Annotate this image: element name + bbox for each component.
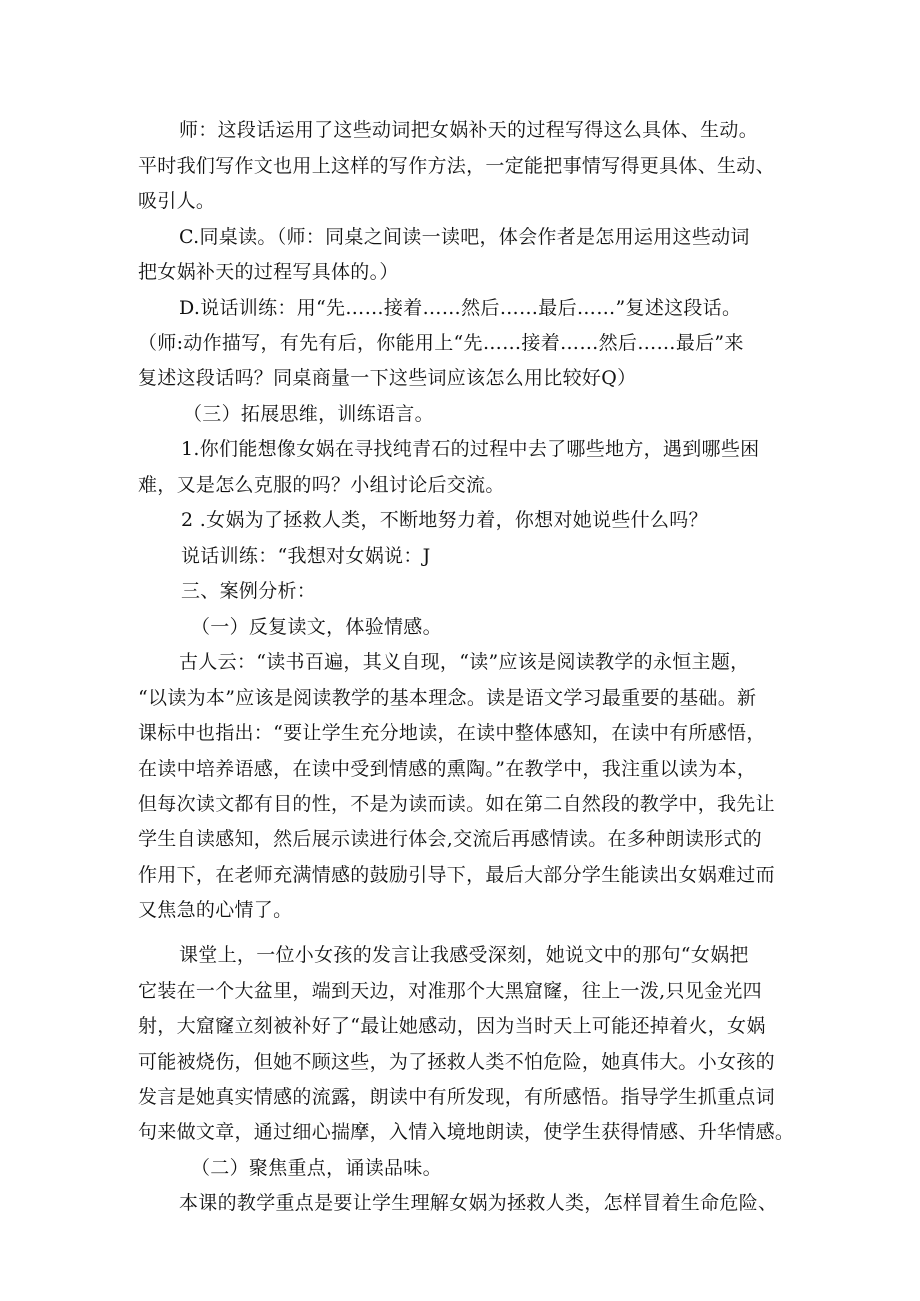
text-line: 但每次读文都有目的性，不是为读而读。如在第二自然段的教学中，我先让 <box>138 793 775 815</box>
text-line: 吸引人。 <box>138 190 216 212</box>
section-heading: （二）聚焦重点，诵读品味。 <box>191 1157 442 1179</box>
section-heading: （三）拓展思维，训练语言。 <box>183 403 434 425</box>
text-line: 本课的教学重点是要让学生理解女娲为拯救人类，怎样冒着生命危险、 <box>179 1192 778 1214</box>
list-item: 1.你们能想像女娲在寻找纯青石的过程中去了哪些地方，遇到哪些困 <box>181 438 760 460</box>
text-line: 师：这段话运用了这些动词把女娲补天的过程写得这么具体、生动。 <box>179 119 759 141</box>
list-item: D.说话训练：用“先……接着……然后……最后……”复述这段话。 <box>179 297 742 319</box>
text-line: 可能被烧伤，但她不顾这些，为了拯救人类不怕危险，她真伟大。小女孩的 <box>138 1051 775 1073</box>
text-line: 学生自读感知，然后展示读进行体会,交流后再感情读。在多种朗读形式的 <box>138 828 762 850</box>
list-item: C.同桌读。（师：同桌之间读一读吧，体会作者是怎用运用这些动词 <box>179 226 750 248</box>
list-item: 2 .女娲为了拯救人类，不断地努力着，你想对她说些什么吗？ <box>181 509 708 531</box>
text-line: 说话训练：“我想对女娲说：J <box>181 545 431 567</box>
text-line: 又焦急的心情了。 <box>138 899 293 921</box>
text-line: 课标中也指出：“要让学生充分地读，在读中整体感知，在读中有所感悟， <box>138 722 766 744</box>
text-line: 复述这段话吗？同桌商量一下这些词应该怎么用比较好Q） <box>138 367 637 389</box>
text-line: “以读为本”应该是阅读教学的基本理念。读是语文学习最重要的基础。新 <box>138 687 757 709</box>
text-line: 在读中培养语感，在读中受到情感的熏陶。”在教学中，我注重以读为本， <box>138 758 757 780</box>
section-heading: 三、案例分析： <box>181 580 317 602</box>
text-line: 句来做文章，通过细心揣摩，入情入境地朗读，使学生获得情感、升华情感。 <box>138 1121 795 1143</box>
text-line: 平时我们写作文也用上这样的写作方法，一定能把事情写得更具体、生动、 <box>138 155 775 177</box>
text-line: 它装在一个大盆里，端到天边，对准那个大黑窟窿，往上一泼,只见金光四 <box>138 980 762 1002</box>
text-line: 把女娲补天的过程写具体的。） <box>138 261 399 283</box>
text-line: 难，又是怎么克服的吗？小组讨论后交流。 <box>138 474 505 496</box>
text-line: 古人云：“读书百遍，其义自现，“读”应该是阅读教学的永恒主题， <box>179 651 750 673</box>
text-line: 射，大窟窿立刻被补好了“最让她感动，因为当时天上可能还掉着火，女娲 <box>138 1015 766 1037</box>
section-heading: （一）反复读文，体验情感。 <box>191 616 442 638</box>
text-line: 发言是她真实情感的流露，朗读中有所发现，有所感悟。指导学生抓重点词 <box>138 1086 775 1108</box>
text-line: 作用下，在老师充满情感的鼓励引导下，最后大部分学生能读出女娲难过而 <box>138 864 775 886</box>
text-line: 课堂上，一位小女孩的发言让我感受深刻，她说文中的那句“女娲把 <box>179 944 749 966</box>
text-line: （师:动作描写，有先有后，你能用上“先……接着……然后……最后”来 <box>138 332 744 354</box>
